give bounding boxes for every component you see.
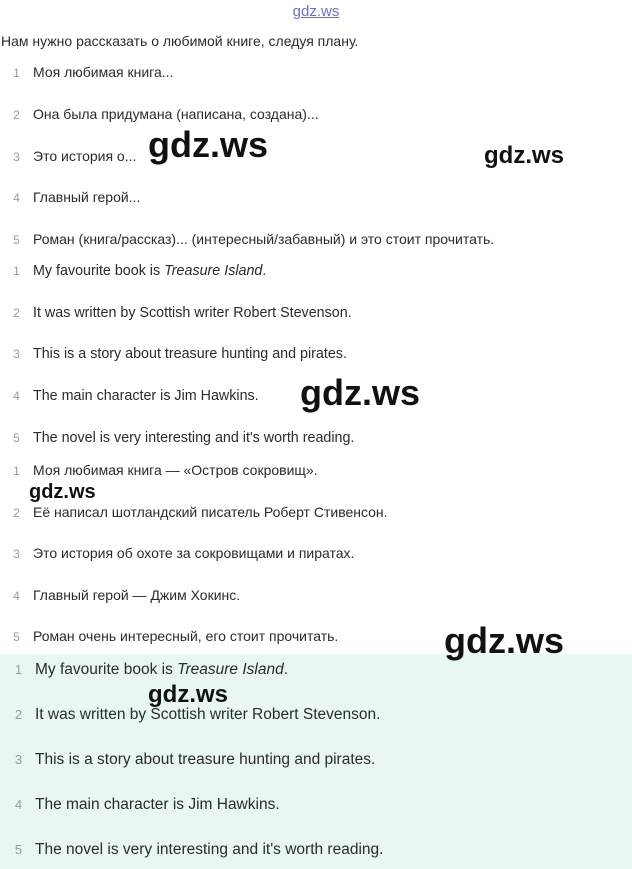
item-number: 3 xyxy=(13,347,20,361)
item-number: 2 xyxy=(13,306,20,320)
item-number: 5 xyxy=(13,431,20,445)
translation-item xyxy=(0,587,240,603)
english-item xyxy=(0,430,354,446)
watermark: gdz.ws xyxy=(148,124,269,165)
item-text: Это история об охоте за сокровищами и пиратах. xyxy=(33,545,355,561)
answer-block xyxy=(0,654,632,869)
item-text: Это история о... xyxy=(33,148,137,164)
item-text: My favourite book is Treasure Island. xyxy=(33,263,267,279)
answer-item xyxy=(2,661,288,679)
item-number: 4 xyxy=(13,191,20,205)
plan-item xyxy=(0,64,173,80)
item-text: Роман (книга/рассказ)... (интересный/забавный) и это стоит прочитать. xyxy=(33,231,495,247)
item-text: This is a story about treasure hunting and pirates. xyxy=(33,346,347,362)
site-link[interactable]: gdz.ws xyxy=(292,3,340,20)
item-number: 3 xyxy=(14,752,23,767)
item-text: This is a story about treasure hunting and pirates. xyxy=(35,751,376,768)
item-number: 5 xyxy=(13,233,20,247)
watermark: gdz.ws xyxy=(148,681,229,708)
translation-item xyxy=(0,462,318,478)
item-text: The main character is Jim Hawkins. xyxy=(35,796,280,813)
watermark: gdz.ws xyxy=(300,372,421,413)
translation-item xyxy=(0,504,388,520)
item-number: 4 xyxy=(14,797,23,812)
item-number: 3 xyxy=(13,547,20,561)
english-item xyxy=(0,388,259,404)
item-text: Роман очень интересный, его стоит прочитать. xyxy=(33,628,339,644)
watermark: gdz.ws xyxy=(444,620,565,661)
plan-item xyxy=(0,189,140,205)
item-number: 3 xyxy=(13,150,20,164)
item-text: It was written by Scottish writer Robert Stevenson. xyxy=(33,305,352,321)
item-number: 1 xyxy=(13,464,20,478)
plan-item xyxy=(0,231,494,247)
item-number: 4 xyxy=(13,589,20,603)
book-title: Treasure Island xyxy=(177,661,284,678)
translation-item xyxy=(0,545,354,561)
item-number: 2 xyxy=(13,506,20,520)
item-text: Она была придумана (написана, создана)... xyxy=(33,106,319,122)
item-text: Её написал шотландский писатель Роберт Стивенсон. xyxy=(33,504,388,520)
book-title: Treasure Island xyxy=(164,263,263,279)
answer-item xyxy=(2,751,375,769)
english-item xyxy=(0,346,347,362)
item-number: 2 xyxy=(13,108,20,122)
item-number: 1 xyxy=(13,264,20,278)
translation-item xyxy=(0,628,338,644)
item-text: The novel is very interesting and it's worth reading. xyxy=(35,841,384,858)
plan-item xyxy=(0,148,136,164)
item-text: My favourite book is Treasure Island. xyxy=(35,661,289,678)
item-number: 2 xyxy=(14,707,23,722)
answer-item xyxy=(2,796,280,814)
item-text: Главный герой... xyxy=(33,189,141,205)
item-number: 5 xyxy=(13,630,20,644)
intro-text: Нам нужно рассказать о любимой книге, следуя плану. xyxy=(1,33,359,49)
item-text: Моя любимая книга — «Остров сокровищ». xyxy=(33,462,318,478)
item-number: 1 xyxy=(14,662,23,677)
answer-item xyxy=(2,841,383,859)
item-text: Главный герой — Джим Хокинс. xyxy=(33,587,241,603)
item-number: 5 xyxy=(14,842,23,857)
english-item xyxy=(0,263,266,279)
item-text: It was written by Scottish writer Robert Stevenson. xyxy=(35,706,381,723)
english-item xyxy=(0,305,352,321)
item-text: The main character is Jim Hawkins. xyxy=(33,388,259,404)
item-number: 4 xyxy=(13,389,20,403)
watermark: gdz.ws xyxy=(29,481,96,503)
item-number: 1 xyxy=(13,66,20,80)
plan-item xyxy=(0,106,319,122)
watermark: gdz.ws xyxy=(484,142,565,169)
item-text: The novel is very interesting and it's worth reading. xyxy=(33,430,355,446)
item-text: Моя любимая книга... xyxy=(33,64,174,80)
